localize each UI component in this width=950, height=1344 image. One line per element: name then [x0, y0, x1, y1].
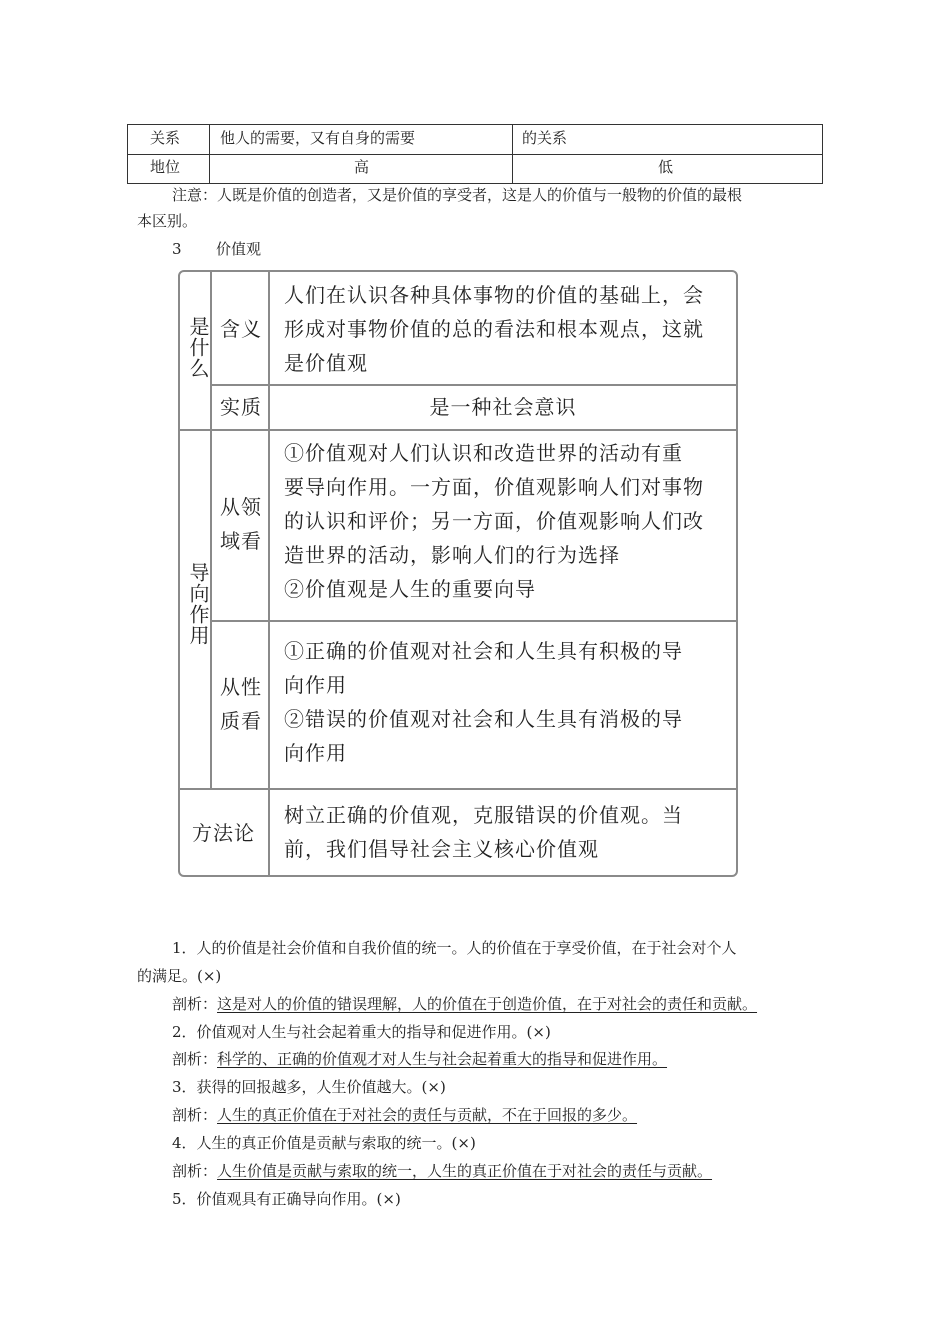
essence-text: 是一种社会意识 — [429, 395, 577, 419]
a1: 剖析：这是对人的价值的错误理解，人的价值在于创造价值，在于对社会的责任和贡献。 — [172, 995, 758, 1013]
q3: 3．获得的回报越多，人生价值越大。(×) — [172, 1078, 446, 1096]
nature-label: 从性 质看 — [220, 675, 262, 733]
q1-line1: 1．人的价值是社会价值和自我价值的统一。人的价值在于享受价值，在于社会对个人 — [172, 939, 737, 957]
value-concept-table — [178, 270, 738, 877]
q2: 2．价值观对人生与社会起着重大的指导和促进作用。(×) — [172, 1023, 551, 1041]
guide-label: 导向作用 — [186, 562, 210, 646]
essence-label: 实质 — [220, 395, 262, 419]
row1-col2: 他人的需要，又有自身的需要 — [220, 129, 416, 147]
meaning-text: 人们在认识各种具体事物的价值的基础上，会 形成对事物价值的总的看法和根本观点，这就 是价值观 — [284, 283, 704, 375]
row2-col2: 高 — [354, 158, 370, 176]
domain-text: ①价值观对人们认识和改造世界的活动有重 要导向作用。一方面，价值观影响人们对事物 的认识和评价；另一方面，价值观影响人们改 造世界的活动，影响人们的行为选择 ②价值观是人生的重要向导 — [284, 441, 704, 601]
nature-text: ①正确的价值观对社会和人生具有积极的导 向作用 ②错误的价值观对社会和人生具有消极的导 向作用 — [284, 639, 683, 765]
section-number: 3 — [172, 240, 182, 258]
row-label-relation: 关系 — [150, 129, 181, 147]
q5: 5．价值观具有正确导向作用。(×) — [172, 1190, 401, 1208]
relation-table — [127, 124, 823, 184]
a4: 剖析：人生价值是贡献与索取的统一，人生的真正价值在于对社会的责任与贡献。 — [172, 1162, 713, 1180]
row1-col3: 的关系 — [522, 129, 568, 147]
note-line-1: 注意：人既是价值的创造者，又是价值的享受者，这是人的价值与一般物的价值的最根 — [172, 186, 743, 204]
section-title: 价值观 — [216, 240, 262, 258]
q1-line2: 的满足。(×) — [137, 967, 222, 985]
a2: 剖析：科学的、正确的价值观才对人生与社会起着重大的指导和促进作用。 — [172, 1050, 668, 1068]
row-label-status: 地位 — [150, 158, 181, 176]
domain-label: 从领 域看 — [220, 495, 262, 553]
row2-col3: 低 — [658, 158, 674, 176]
q4: 4．人生的真正价值是贡献与索取的统一。(×) — [172, 1134, 476, 1152]
meaning-label: 含义 — [220, 317, 262, 341]
method-label: 方法论 — [192, 821, 255, 845]
note-line-2: 本区别。 — [137, 212, 198, 230]
a3: 剖析：人生的真正价值在于对社会的责任与贡献，不在于回报的多少。 — [172, 1106, 638, 1124]
what-label: 是什么 — [186, 316, 210, 379]
method-text: 树立正确的价值观，克服错误的价值观。当 前，我们倡导社会主义核心价值观 — [284, 803, 683, 861]
